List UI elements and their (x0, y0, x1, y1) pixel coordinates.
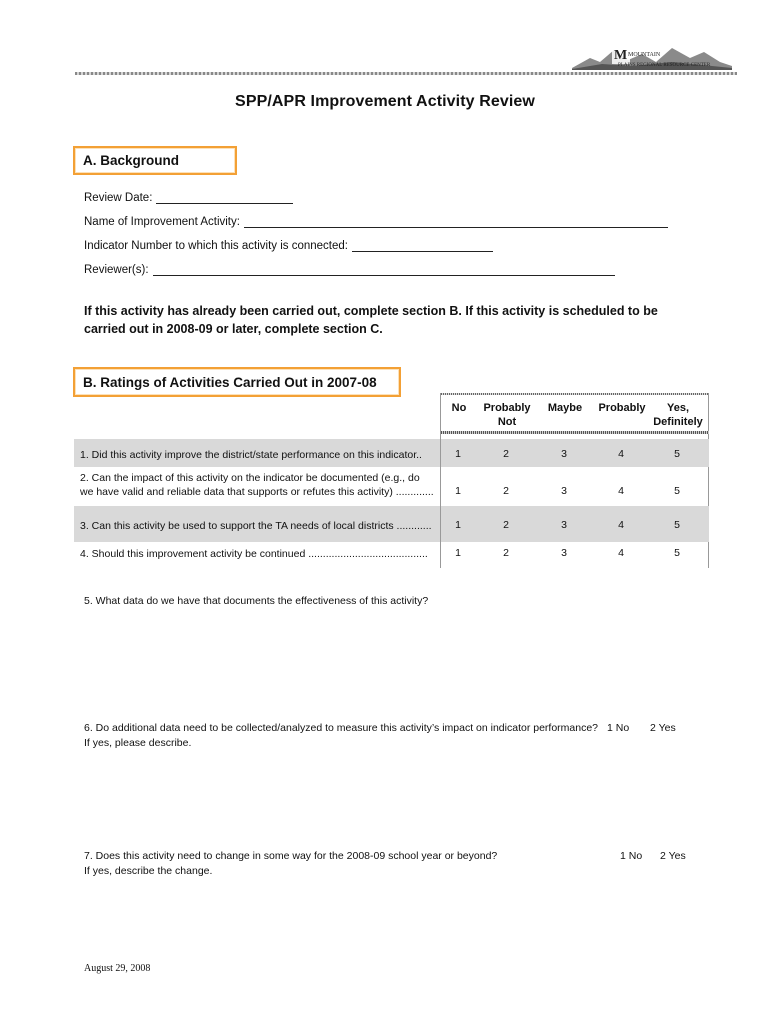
indicator-number-field[interactable] (84, 240, 493, 252)
scale-header-yes-definitely: Yes, Definitely (653, 402, 703, 428)
question-6: 6. Do additional data need to be collected/analyzed to measure this activity’s impact on indicator performance? (84, 722, 599, 734)
rating-option[interactable]: 2 (503, 547, 509, 559)
q6-followup: If yes, please describe. (84, 737, 192, 749)
scale-header-probably: Probably (598, 402, 646, 414)
rating-option[interactable]: 4 (618, 519, 624, 531)
review-date-field[interactable] (84, 192, 293, 204)
instructions: If this activity has already been carried out, complete section B. If this activity is scheduled to be carried out in 2008-09 or later, complete section C. (84, 304, 658, 336)
activity-name-label: Name of Improvement Activity: (84, 216, 240, 228)
activity-name-line[interactable] (244, 216, 668, 228)
rating-option[interactable]: 1 (455, 485, 461, 497)
question-1: 1. Did this activity improve the district/state performance on this indicator.. (80, 449, 422, 461)
reviewers-line[interactable] (153, 264, 615, 276)
rating-option[interactable]: 3 (561, 547, 567, 559)
rating-option[interactable]: 3 (561, 448, 567, 460)
q6-option-no[interactable]: 1 No (607, 722, 630, 734)
indicator-number-line[interactable] (352, 240, 493, 252)
rating-option[interactable]: 4 (618, 485, 624, 497)
indicator-number-label: Indicator Number to which this activity is connected: (84, 240, 348, 252)
scale-header-probably-not: Probably Not (483, 402, 531, 428)
table-row (74, 506, 709, 542)
scale-header-maybe: Maybe (547, 402, 583, 414)
logo-text-1: MOUNTAIN (628, 52, 661, 58)
rating-option[interactable]: 4 (618, 547, 624, 559)
rating-option[interactable]: 2 (503, 519, 509, 531)
question-5: 5. What data do we have that documents the effectiveness of this activity? (84, 595, 429, 607)
section-a-heading (73, 146, 237, 175)
question-7: 7. Does this activity need to change in some way for the 2008-09 school year or beyond? (84, 850, 498, 862)
reviewers-label: Reviewer(s): (84, 264, 149, 276)
section-b-heading-text: B. Ratings of Activities Carried Out in 2007-08 (83, 374, 377, 390)
rating-option[interactable]: 5 (674, 485, 680, 497)
table-row (74, 542, 709, 568)
review-date-line[interactable] (156, 192, 293, 204)
rating-option[interactable]: 2 (503, 448, 509, 460)
review-date-label: Review Date: (84, 192, 153, 204)
table-row (74, 468, 709, 506)
rating-option[interactable]: 3 (561, 485, 567, 497)
footer-date: August 29, 2008 (84, 963, 151, 974)
table-top-rule (441, 393, 709, 395)
rating-option[interactable]: 1 (455, 448, 461, 460)
scale-header-no: No (451, 402, 467, 414)
question-2: 2. Can the impact of this activity on the indicator be documented (e.g., do we have valid and reliable data that supports or refutes this activity) ............. (80, 472, 434, 498)
header-rule-double (441, 431, 709, 434)
q7-followup: If yes, describe the change. (84, 865, 213, 877)
rating-option[interactable]: 4 (618, 448, 624, 460)
section-b-heading (73, 367, 401, 397)
table-row (74, 439, 709, 467)
q6-option-yes[interactable]: 2 Yes (650, 722, 676, 734)
rating-option[interactable]: 5 (674, 448, 680, 460)
section-a-heading-text: A. Background (83, 153, 180, 168)
rating-option[interactable]: 1 (455, 519, 461, 531)
rating-option[interactable]: 5 (674, 547, 680, 559)
header-rule (75, 72, 737, 75)
svg-text:M: M (614, 48, 628, 63)
question-3: 3. Can this activity be used to support the TA needs of local districts ............ (80, 520, 432, 532)
rating-option[interactable]: 1 (455, 547, 461, 559)
mprrc-logo (572, 44, 732, 70)
reviewers-field[interactable] (84, 264, 615, 276)
rating-option[interactable]: 5 (674, 519, 680, 531)
rating-option[interactable]: 2 (503, 485, 509, 497)
page-title: SPP/APR Improvement Activity Review (235, 93, 535, 110)
activity-name-field[interactable] (84, 216, 668, 228)
q7-option-yes[interactable]: 2 Yes (660, 850, 686, 862)
logo-text-2: PLAINS REGIONAL RESOURCE CENTER (618, 63, 711, 68)
q7-option-no[interactable]: 1 No (620, 850, 643, 862)
question-4: 4. Should this improvement activity be continued ......................................... (80, 548, 428, 560)
rating-option[interactable]: 3 (561, 519, 567, 531)
